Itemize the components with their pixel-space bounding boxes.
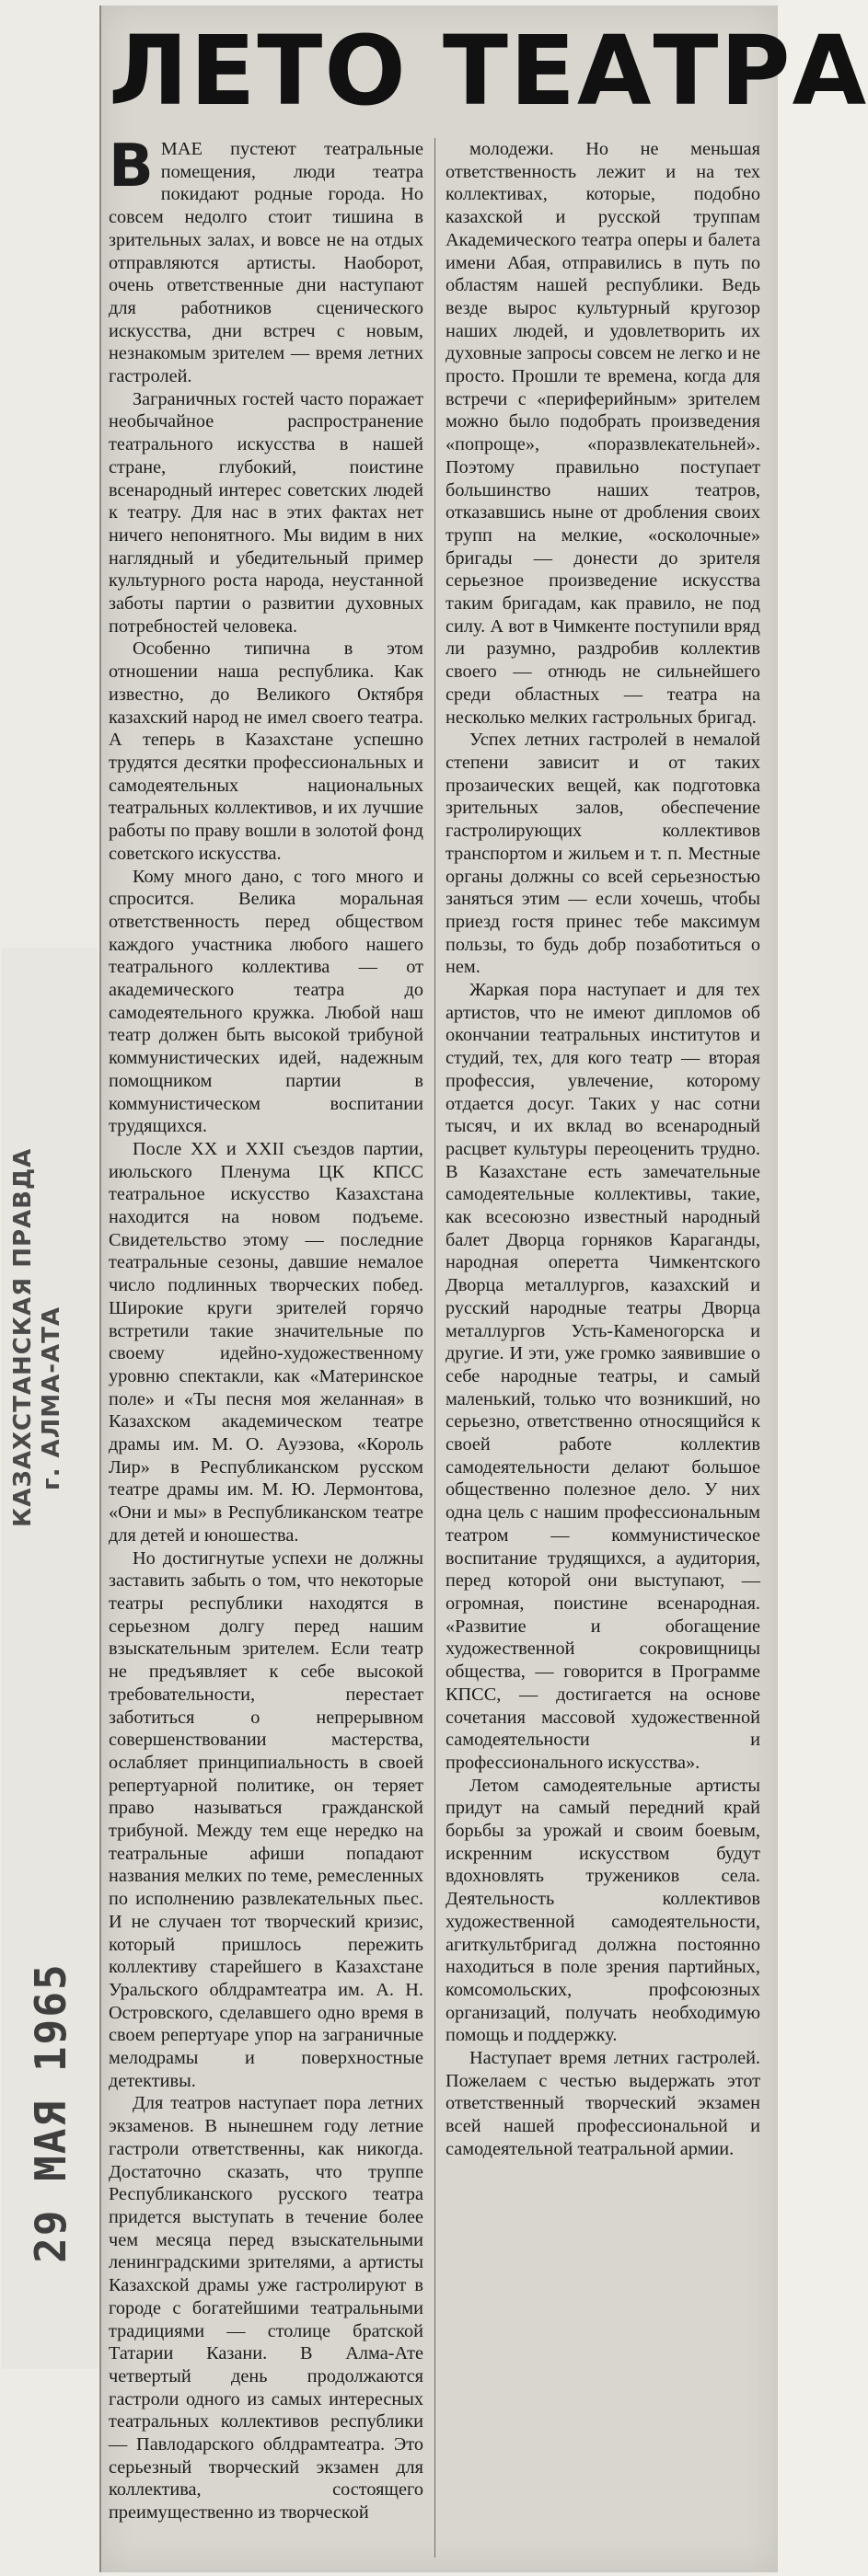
stamp-city: г. АЛМА-АТА (38, 1306, 65, 1490)
article-paragraph (446, 1775, 760, 2047)
stamp-newspaper: КАЗАХСТАНСКАЯ ПРАВДА (9, 1147, 37, 1527)
paragraph-text: Особенно типична в этом отношении наша республика. Как известно, до Великого Октября казахский народ не имел своего театра. А теперь в Казахстане успешно трудятся десятки профессиональных и самодеятельных национальных театральных коллективов, и их лучшие работы по праву вошли в золотой фонд советского искусства. (109, 638, 423, 864)
article-paragraph (109, 388, 423, 638)
paragraph-text: МАЕ пустеют театральные помещения, люди театра покидают родные города. Но совсем недолго стоит тишина в зрительных залах, и вовсе не на отдых отправляются артисты. Наоборот, очень ответственные дни наступают для работников сценического искусства, дни встреч с новым, незнакомым зрителем — время летних гастролей. (109, 139, 423, 387)
article-paragraph (109, 1138, 423, 1547)
article-paragraph (446, 2047, 760, 2161)
article-paragraph (109, 132, 423, 388)
article-column-right (446, 138, 760, 2558)
paragraph-text: Но достигнутые успехи не должны заставить забыть о том, что некоторые театры республики находятся в серьезном долгу перед нашим взыскательным зрителем. Если театр не предъявляет к себе высокой требовательности, перестает заботиться о непрерывном совершенствовании мастерства, ослабляет принципиальность в своей репертуарной политике, он теряет право называться гражданской трибуной. Между тем еще нередко на театральные афиши попадают названия мелких по теме, ремесленных по исполнению развлекательных пьес. И не случаен тот творческий кризис, который пришлось пережить коллективу старейшего в Казахстане Уральского облдрамтеатра им. А. Н. Островского, сделавшего одно время в своем репертуаре упор на заграничные мелодрамы и поверхностные детективы. (109, 1547, 423, 2091)
paragraph-text: Наступает время летних гастролей. Пожелаем с честью выдержать этот ответственный творческий экзамен всей нашей профессиональной и самодеятельной театральной армии. (446, 2048, 760, 2159)
article-paragraph (446, 979, 760, 1775)
stamp-newspaper-name (9, 1147, 66, 1527)
paragraph-text: Кому много дано, с того много и спросится. Велика моральная ответственность перед обществом каждого участника любого нашего театрального коллектива — от академического театра до самодеятельного кружка. Любой наш театр должен быть высокой трибуной коммунистических идей, надежным помощником партии в коммунистическом воспитании трудящихся. (109, 866, 423, 1137)
paragraph-text: Летом самодеятельные артисты придут на самый передний край борьбы за урожай и своим боевым, искренним искусством будут вдохновлять тружеников села. Деятельность коллективов художественной самодеятельности, агиткультбригад должна постоянно находиться в поле зрения партийных, комсомольских, профсоюзных организаций, получать необходимую помощь и поддержку. (446, 1775, 760, 2046)
article-paragraph (109, 2092, 423, 2524)
stamp-date: 29 МАЯ 1965 (26, 1962, 75, 2263)
article-paragraph (446, 729, 760, 979)
article-paragraph (446, 138, 760, 729)
article-headline: ЛЕТО ТЕАТРА (109, 15, 868, 127)
column-divider (434, 138, 435, 2558)
paragraph-text: Жаркая пора наступает и для тех артистов, что не имеют дипломов об окончании театральных институтов и студий, тех, для кого театр — вторая профессия, увлечение, которому отдается досуг. Таких у нас сотни тысяч, и их вклад во всенародный расцвет культуры переоценить трудно. В Казахстане есть замечательные самодеятельные коллективы, такие, как всесоюзно известный народный балет Дворца горняков Караганды, народная оперетта Чимкентского Дворца металлургов, казахский и русский народные театры Дворца металлургов Усть-Каменогорска и другие. И эти, уже громко заявившие о себе народные театры, и самый маленький, только что возникший, но серьезно, ответственно относящийся к своей работе коллектив самодеятельности делают большое общественно полезное дело. У них одна цель с нашим профессиональным театром — коммунистическое воспитание трудящихся, а аудитория, перед которой они выступают, — огромная, поистине всенародная. «Развитие и обогащение художественной сокровищницы общества, — говорится в Программе КПСС, — достигается на основе сочетания массовой художественной самодеятельности и профессионального искусства». (446, 980, 760, 1773)
article-paragraph (109, 638, 423, 865)
article-column-left (109, 132, 423, 2558)
paragraph-text: Для театров наступает пора летних экзаменов. В нынешнем году летние гастроли ответственны, как никогда. Достаточно сказать, что труппе Республиканского русского театра придется выступать в течение более чем месяца перед взыскательными ленинградскими зрителями, а артисты Казахской драмы уже гастролируют в городе с богатейшими театральными традициями — столице братской Татарии Казани. В Алма-Ате четвертый день продолжаются гастроли одного из самых интересных театральных коллективов республики — Павлодарского облдрамтеатра. Это серьезный творческий экзамен для коллектива, состоящего преимущественно из творческой (109, 2093, 423, 2524)
paragraph-text: Успех летних гастролей в немалой степени зависит и от таких прозаических вещей, как подготовка зрительных залов, обеспечение гастролирующих коллективов транспортом и жильем и т. п. Местные органы должны со всей серьезностью заняться этим — если хочешь, чтобы приезд гостя принес тебе максимум пользы, то будь добр позаботиться о нем. (446, 730, 760, 978)
paragraph-text: Заграничных гостей часто поражает необычайное распространение театрального искусства в нашей стране, глубокий, поистине всенародный интерес советских людей к театру. Для нас в этих фактах нет ничего непонятного. Мы видим в них наглядный и убедительный пример культурного роста народа, неустанной заботы партии о развитии духовных потребностей человека. (109, 388, 423, 637)
article-paragraph (109, 1547, 423, 2093)
paragraph-text: молодежи. Но не меньшая ответственность лежит и на тех коллективах, которые, подобно казахской и русской труппам Академического театра оперы и балета имени Абая, отправились в путь по областям нашей республики. Ведь везде вырос культурный кругозор наших людей, и удовлетворить их духовные запросы совсем не легко и не просто. Прошли те времена, когда для встречи с «периферийным» зрителем можно было подобрать произведения «попроще», «поразвлекательней». Поэтому правильно поступает большинство наших театров, отказавшись ныне от дробления своих трупп на мелкие, «осколочные» бригады — донести до зрителя серьезное произведение искусства таким бригадам, как правило, не под силу. А вот в Чимкенте поступили вряд ли разумно, раздробив коллектив своего — отнюдь не сильнейшего среди областных — театра на несколько мелких гастрольных бригад. (446, 139, 760, 728)
paragraph-text: После XX и XXII съездов партии, июльского Пленума ЦК КПСС театральное искусство Казахстана находится на новом подъеме. Свидетельство этому — последние театральные сезоны, давшие немалое число подлинных творческих побед. Широкие круги зрителей горячо встретили такие значительные по своему идейно-художественному уровню спектакли, как «Материнское поле» и «Ты песня моя желанная» в Казахском академическом театре драмы им. М. О. Ауэзова, «Король Лир» в Республиканском русском театре драмы им. М. Ю. Лермонтова, «Они и мы» в Республиканском театре для детей и юношества. (109, 1138, 423, 1546)
article-paragraph (109, 866, 423, 1138)
drop-cap: В (109, 132, 154, 201)
